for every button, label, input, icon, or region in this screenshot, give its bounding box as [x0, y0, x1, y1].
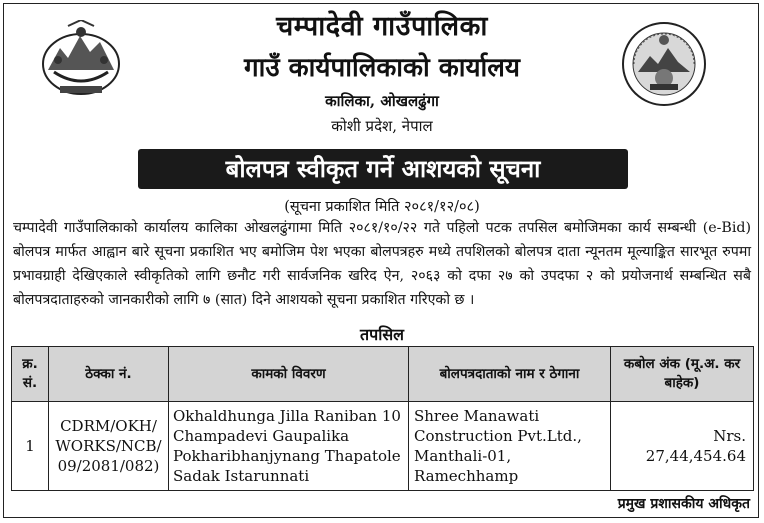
signatory: प्रमुख प्रशासकीय अधिकृत — [617, 496, 750, 512]
schedule-title: तपसिल — [359, 325, 405, 344]
table-row — [12, 402, 754, 491]
cell-bid-amount: Nrs. 27,44,454.64 — [611, 402, 754, 491]
cell-bidder: Shree Manawati Construction Pvt.Ltd., Manthali-01, Ramechhamp — [409, 402, 611, 491]
table-header-row — [12, 347, 754, 402]
address-line-2: कोशी प्रदेश, नेपाल — [331, 117, 433, 135]
org-name: चम्पादेवी गाउँपालिका — [276, 11, 488, 42]
cell-sn: 1 — [12, 402, 49, 491]
header-contract-no: ठेक्का नं. — [49, 347, 169, 402]
header-bidder: बोलपत्रदाताको नाम र ठेगाना — [409, 347, 611, 402]
office-name: गाउँ कार्यपालिकाको कार्यालय — [244, 53, 520, 83]
cell-work-description: Okhaldhunga Jilla Raniban 10 Champadevi Gaupalika Pokharibhanjynang Thapatole Sadak Istarunnati — [169, 402, 409, 491]
published-date: (सूचना प्रकाशित मिति २०८१/१२/०८) — [284, 199, 480, 215]
header-sn: क्र. सं. — [12, 347, 49, 402]
header-work-description: कामको विवरण — [169, 347, 409, 402]
address-line-1: कालिका, ओखलढुंगा — [325, 92, 439, 110]
notice-title: बोलपत्र स्वीकृत गर्ने आशयको सूचना — [138, 149, 628, 189]
bid-table — [11, 346, 754, 491]
header-bid-amount: कबोल अंक (मू.अ. कर बाहेक) — [611, 347, 754, 402]
notice-body: चम्पादेवी गाउँपालिकाको कार्यालय कालिका ओखलढुंगामा मिति २०८१/१०/२२ गते पहिलो पटक तपसिल बमोजिमका कार्य सम्बन्धी (e-Bid) बोलपत्र मार्फत आह्वान बारे सूचना प्रकाशित भए बमोजिम पेश भएका बोलपत्रहरु मध्ये तपशिलको बोलपत्र दाता न्यूनतम मूल्याङ्कित सारभूत रुपमा प्रभावग्राही देखिएकाले स्वीकृतिको लागि छनौट गरी सार्वजनिक खरिद ऐन, २०६३ को दफा २७ को उपदफा २ को प्रयोजनार्थ सम्बन्धित सबै बोलपत्रदाताहरुको जानकारीको लागि ७ (सात) दिने आशयको सूचना प्रकाशित गरिएको छ । — [13, 220, 751, 308]
cell-contract-no: CDRM/OKH/ WORKS/NCB/ 09/2081/082) — [49, 402, 169, 491]
